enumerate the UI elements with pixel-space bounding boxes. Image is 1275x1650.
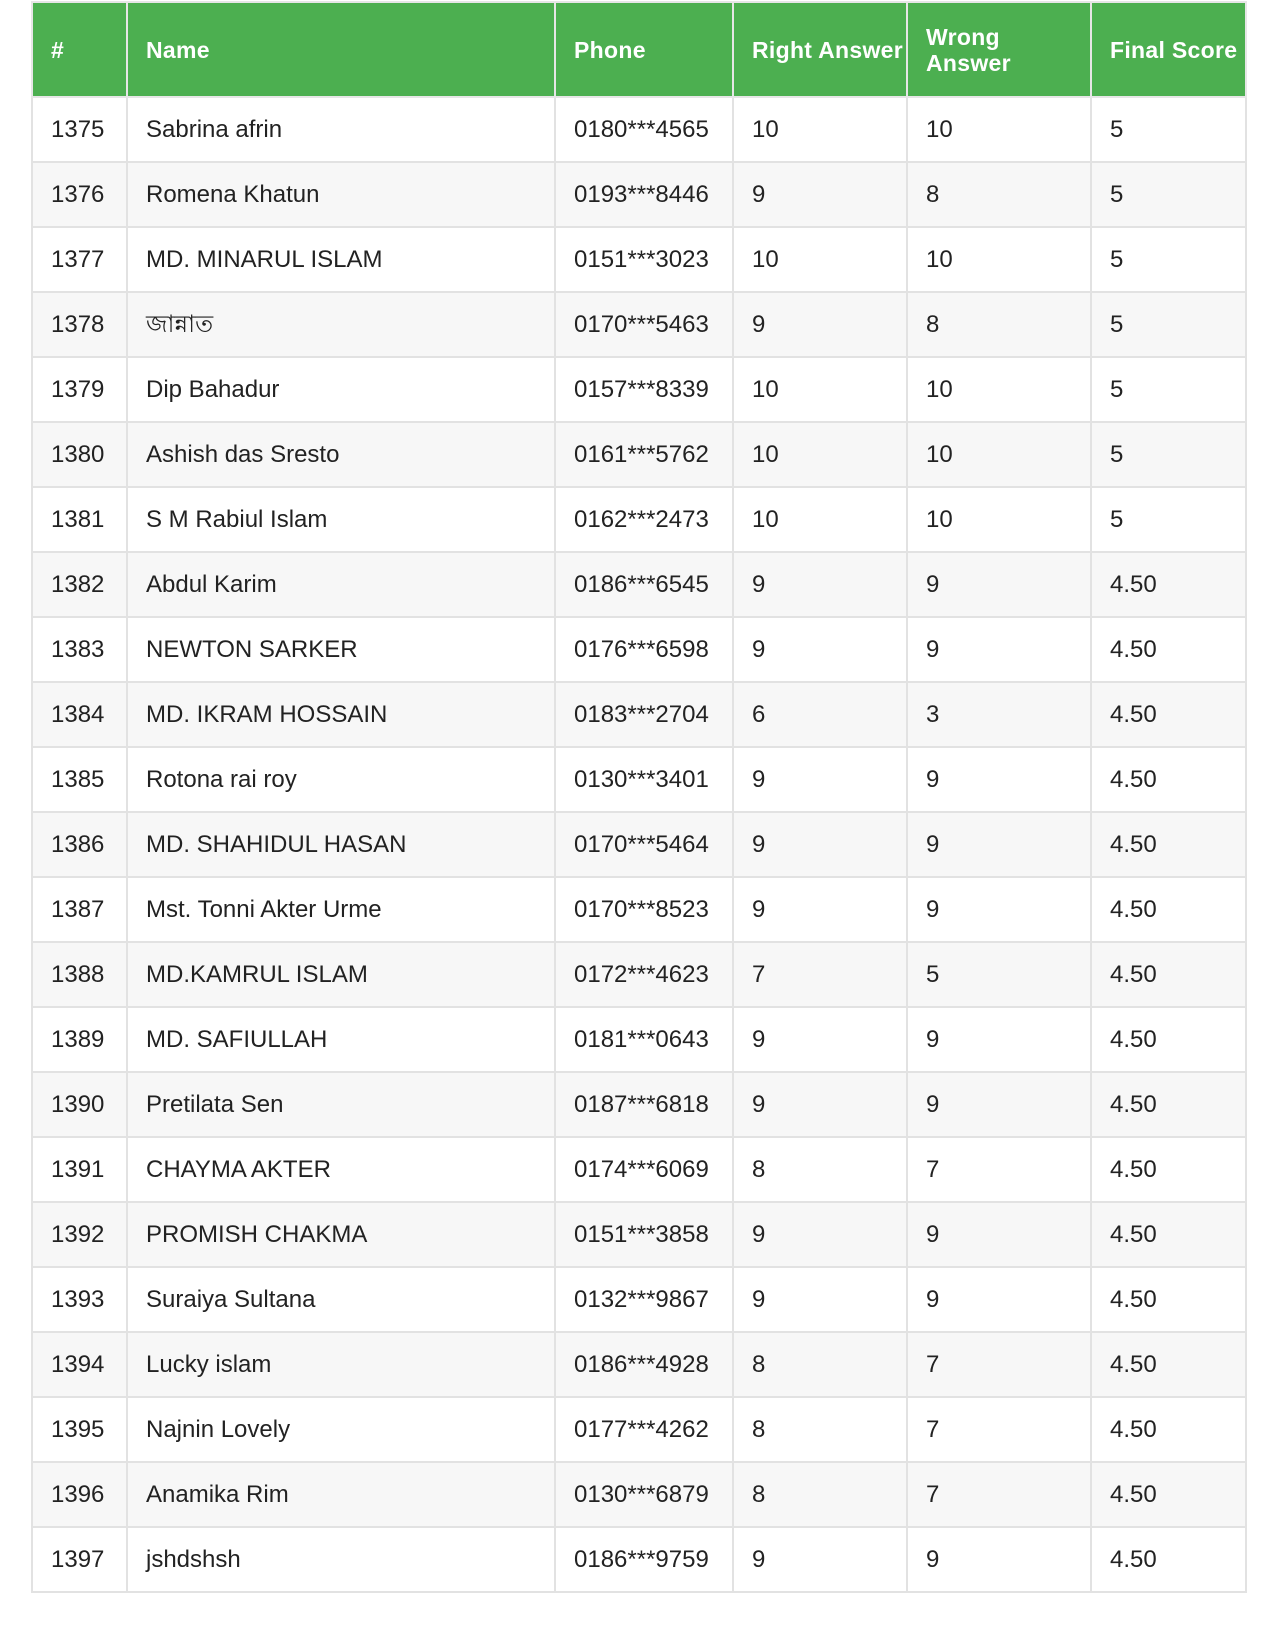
table-row — [32, 227, 1246, 292]
cell-num: 1391 — [32, 1137, 127, 1202]
table-row — [32, 292, 1246, 357]
cell-num: 1379 — [32, 357, 127, 422]
cell-phone: 0187***6818 — [555, 1072, 733, 1137]
cell-right-answer: 10 — [733, 357, 907, 422]
cell-num: 1387 — [32, 877, 127, 942]
table-row — [32, 1332, 1246, 1397]
cell-wrong-answer: 10 — [907, 487, 1091, 552]
cell-name: Lucky islam — [127, 1332, 555, 1397]
cell-phone: 0151***3858 — [555, 1202, 733, 1267]
table-row — [32, 812, 1246, 877]
table-row — [32, 942, 1246, 1007]
table-row — [32, 357, 1246, 422]
cell-num: 1396 — [32, 1462, 127, 1527]
cell-num: 1382 — [32, 552, 127, 617]
cell-name: CHAYMA AKTER — [127, 1137, 555, 1202]
cell-num: 1392 — [32, 1202, 127, 1267]
cell-name: Mst. Tonni Akter Urme — [127, 877, 555, 942]
cell-phone: 0183***2704 — [555, 682, 733, 747]
table-row — [32, 1397, 1246, 1462]
cell-final-score: 4.50 — [1091, 1072, 1246, 1137]
cell-final-score: 4.50 — [1091, 1527, 1246, 1592]
cell-right-answer: 9 — [733, 877, 907, 942]
cell-final-score: 5 — [1091, 292, 1246, 357]
cell-num: 1388 — [32, 942, 127, 1007]
table-row — [32, 877, 1246, 942]
cell-phone: 0181***0643 — [555, 1007, 733, 1072]
cell-final-score: 4.50 — [1091, 1332, 1246, 1397]
header-name: Name — [127, 2, 555, 97]
cell-num: 1385 — [32, 747, 127, 812]
cell-wrong-answer: 9 — [907, 747, 1091, 812]
cell-wrong-answer: 10 — [907, 357, 1091, 422]
cell-phone: 0177***4262 — [555, 1397, 733, 1462]
table-row — [32, 422, 1246, 487]
cell-wrong-answer: 9 — [907, 617, 1091, 682]
cell-phone: 0174***6069 — [555, 1137, 733, 1202]
cell-name: Dip Bahadur — [127, 357, 555, 422]
cell-wrong-answer: 9 — [907, 1202, 1091, 1267]
cell-right-answer: 7 — [733, 942, 907, 1007]
cell-phone: 0132***9867 — [555, 1267, 733, 1332]
cell-name: MD. MINARUL ISLAM — [127, 227, 555, 292]
cell-num: 1378 — [32, 292, 127, 357]
cell-wrong-answer: 7 — [907, 1332, 1091, 1397]
header-wrong-answer: Wrong Answer — [907, 2, 1091, 97]
table-header — [32, 2, 1246, 97]
cell-num: 1380 — [32, 422, 127, 487]
cell-name: NEWTON SARKER — [127, 617, 555, 682]
cell-name: জান্নাত — [127, 292, 555, 357]
cell-final-score: 4.50 — [1091, 552, 1246, 617]
cell-right-answer: 9 — [733, 1202, 907, 1267]
cell-num: 1377 — [32, 227, 127, 292]
table-row — [32, 552, 1246, 617]
table-row — [32, 1137, 1246, 1202]
cell-name: MD. SHAHIDUL HASAN — [127, 812, 555, 877]
cell-final-score: 4.50 — [1091, 1137, 1246, 1202]
cell-right-answer: 9 — [733, 162, 907, 227]
cell-num: 1384 — [32, 682, 127, 747]
cell-wrong-answer: 9 — [907, 1072, 1091, 1137]
cell-right-answer: 10 — [733, 422, 907, 487]
cell-right-answer: 9 — [733, 1072, 907, 1137]
cell-right-answer: 9 — [733, 552, 907, 617]
cell-wrong-answer: 9 — [907, 1527, 1091, 1592]
cell-final-score: 4.50 — [1091, 877, 1246, 942]
cell-phone: 0193***8446 — [555, 162, 733, 227]
cell-num: 1389 — [32, 1007, 127, 1072]
cell-wrong-answer: 8 — [907, 162, 1091, 227]
cell-num: 1395 — [32, 1397, 127, 1462]
cell-phone: 0170***5464 — [555, 812, 733, 877]
table-row — [32, 487, 1246, 552]
cell-phone: 0180***4565 — [555, 97, 733, 162]
cell-phone: 0162***2473 — [555, 487, 733, 552]
cell-name: Suraiya Sultana — [127, 1267, 555, 1332]
header-phone: Phone — [555, 2, 733, 97]
cell-name: PROMISH CHAKMA — [127, 1202, 555, 1267]
cell-wrong-answer: 9 — [907, 812, 1091, 877]
cell-wrong-answer: 7 — [907, 1397, 1091, 1462]
cell-final-score: 4.50 — [1091, 1462, 1246, 1527]
cell-wrong-answer: 10 — [907, 422, 1091, 487]
results-table — [31, 1, 1247, 1593]
cell-phone: 0151***3023 — [555, 227, 733, 292]
cell-right-answer: 6 — [733, 682, 907, 747]
table-row — [32, 682, 1246, 747]
cell-phone: 0130***3401 — [555, 747, 733, 812]
cell-final-score: 4.50 — [1091, 1267, 1246, 1332]
cell-final-score: 4.50 — [1091, 812, 1246, 877]
table-body — [32, 97, 1246, 1592]
cell-final-score: 4.50 — [1091, 1397, 1246, 1462]
cell-right-answer: 8 — [733, 1332, 907, 1397]
cell-num: 1394 — [32, 1332, 127, 1397]
header-final-score: Final Score — [1091, 2, 1246, 97]
cell-right-answer: 9 — [733, 1527, 907, 1592]
cell-num: 1376 — [32, 162, 127, 227]
cell-phone: 0170***8523 — [555, 877, 733, 942]
table-row — [32, 1462, 1246, 1527]
cell-final-score: 5 — [1091, 162, 1246, 227]
cell-phone: 0176***6598 — [555, 617, 733, 682]
cell-right-answer: 9 — [733, 1267, 907, 1332]
cell-final-score: 5 — [1091, 97, 1246, 162]
cell-num: 1375 — [32, 97, 127, 162]
cell-right-answer: 8 — [733, 1397, 907, 1462]
cell-phone: 0161***5762 — [555, 422, 733, 487]
cell-phone: 0186***4928 — [555, 1332, 733, 1397]
cell-wrong-answer: 7 — [907, 1137, 1091, 1202]
cell-phone: 0186***9759 — [555, 1527, 733, 1592]
cell-final-score: 4.50 — [1091, 1202, 1246, 1267]
cell-name: MD.KAMRUL ISLAM — [127, 942, 555, 1007]
cell-right-answer: 8 — [733, 1462, 907, 1527]
cell-wrong-answer: 9 — [907, 877, 1091, 942]
cell-final-score: 5 — [1091, 422, 1246, 487]
table-row — [32, 1007, 1246, 1072]
cell-right-answer: 9 — [733, 1007, 907, 1072]
cell-right-answer: 10 — [733, 487, 907, 552]
table-row — [32, 617, 1246, 682]
cell-phone: 0170***5463 — [555, 292, 733, 357]
cell-wrong-answer: 5 — [907, 942, 1091, 1007]
cell-right-answer: 8 — [733, 1137, 907, 1202]
cell-num: 1383 — [32, 617, 127, 682]
cell-num: 1397 — [32, 1527, 127, 1592]
cell-right-answer: 9 — [733, 292, 907, 357]
header-num: # — [32, 2, 127, 97]
cell-wrong-answer: 3 — [907, 682, 1091, 747]
cell-name: Ashish das Sresto — [127, 422, 555, 487]
cell-final-score: 5 — [1091, 487, 1246, 552]
cell-right-answer: 9 — [733, 617, 907, 682]
cell-num: 1393 — [32, 1267, 127, 1332]
cell-wrong-answer: 8 — [907, 292, 1091, 357]
cell-right-answer: 10 — [733, 97, 907, 162]
cell-name: jshdshsh — [127, 1527, 555, 1592]
cell-wrong-answer: 9 — [907, 1007, 1091, 1072]
cell-right-answer: 10 — [733, 227, 907, 292]
cell-final-score: 4.50 — [1091, 1007, 1246, 1072]
cell-name: MD. SAFIULLAH — [127, 1007, 555, 1072]
cell-name: Abdul Karim — [127, 552, 555, 617]
cell-name: Najnin Lovely — [127, 1397, 555, 1462]
cell-final-score: 4.50 — [1091, 617, 1246, 682]
cell-wrong-answer: 7 — [907, 1462, 1091, 1527]
header-right-answer: Right Answer — [733, 2, 907, 97]
cell-right-answer: 9 — [733, 812, 907, 877]
table-row — [32, 1267, 1246, 1332]
cell-wrong-answer: 10 — [907, 97, 1091, 162]
cell-name: Rotona rai roy — [127, 747, 555, 812]
table-row — [32, 747, 1246, 812]
cell-num: 1390 — [32, 1072, 127, 1137]
cell-final-score: 4.50 — [1091, 942, 1246, 1007]
cell-final-score: 4.50 — [1091, 747, 1246, 812]
cell-wrong-answer: 10 — [907, 227, 1091, 292]
cell-name: Anamika Rim — [127, 1462, 555, 1527]
cell-name: S M Rabiul Islam — [127, 487, 555, 552]
cell-name: Pretilata Sen — [127, 1072, 555, 1137]
cell-phone: 0130***6879 — [555, 1462, 733, 1527]
cell-right-answer: 9 — [733, 747, 907, 812]
cell-phone: 0186***6545 — [555, 552, 733, 617]
table-row — [32, 97, 1246, 162]
cell-num: 1381 — [32, 487, 127, 552]
header-row — [32, 2, 1246, 97]
cell-num: 1386 — [32, 812, 127, 877]
table-row — [32, 1202, 1246, 1267]
cell-name: Romena Khatun — [127, 162, 555, 227]
cell-phone: 0157***8339 — [555, 357, 733, 422]
table-row — [32, 162, 1246, 227]
table-row — [32, 1527, 1246, 1592]
cell-phone: 0172***4623 — [555, 942, 733, 1007]
cell-wrong-answer: 9 — [907, 1267, 1091, 1332]
cell-final-score: 5 — [1091, 227, 1246, 292]
cell-wrong-answer: 9 — [907, 552, 1091, 617]
cell-name: MD. IKRAM HOSSAIN — [127, 682, 555, 747]
table-row — [32, 1072, 1246, 1137]
cell-name: Sabrina afrin — [127, 97, 555, 162]
cell-final-score: 5 — [1091, 357, 1246, 422]
cell-final-score: 4.50 — [1091, 682, 1246, 747]
